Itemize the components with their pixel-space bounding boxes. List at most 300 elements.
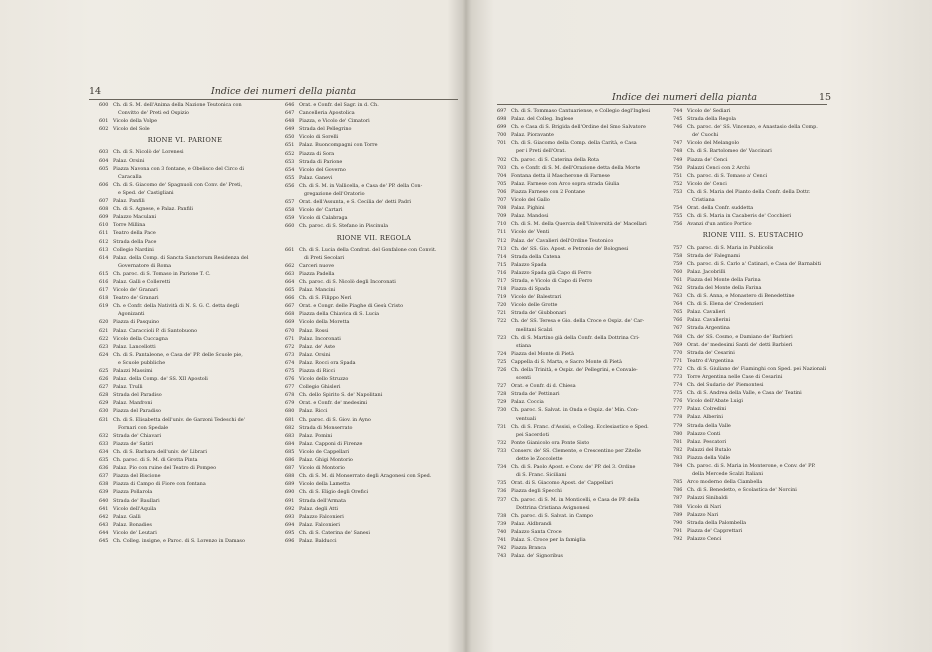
index-entry <box>99 157 271 165</box>
entry-text: Palaz. Colredini <box>687 406 727 413</box>
entry-number: 735 <box>497 480 507 487</box>
entry-number: 612 <box>99 238 109 245</box>
index-entry <box>285 133 463 141</box>
entry-text: Ch. di S. Filippo Neri <box>299 295 352 302</box>
entry-text: Ch. di S. Martino già della Confr. della Dottrina Cri- <box>511 334 640 341</box>
entry-text: Palaz. Mandosi <box>511 213 549 220</box>
entry-text: Ch. di S. Franc. d'Assisi, e Colleg. Ecclesiastico e Sped. <box>511 423 649 430</box>
entry-text: Strada di Monserrato <box>299 424 353 431</box>
entry-text: Palaz. Ghigi Montorio <box>299 457 353 464</box>
entry-text: Ch. Colleg. insigne, e Paroc. di S. Lorenzo in Damaso <box>113 537 245 544</box>
entry-number: 785 <box>673 479 683 486</box>
entry-text: Piazza de' Cenci <box>687 156 728 163</box>
index-entry <box>497 285 675 293</box>
entry-text: Palazzi del Butalo <box>687 446 732 453</box>
entry-text: Teatro de' Granari <box>113 295 159 302</box>
entry-number: 631 <box>99 416 109 423</box>
entry-text: Strada de' Giubbonari <box>511 310 566 317</box>
entry-text: Palaz. Pioravante <box>511 132 554 139</box>
index-entry <box>285 166 463 174</box>
index-entry <box>673 511 833 519</box>
entry-number: 673 <box>285 351 295 358</box>
entry-text: gregazione dell'Oratorio <box>304 191 365 198</box>
entry-text: Ch. paroc. di S. Caterina della Rota <box>511 156 599 163</box>
index-entry <box>673 220 833 228</box>
index-entry <box>673 446 833 454</box>
entry-text: Palaz. de' Cavalieri dell'Ordine Teutonico <box>511 237 614 244</box>
index-entry <box>99 513 271 521</box>
index-entry <box>99 407 271 415</box>
entry-number: 770 <box>673 349 683 356</box>
page-number: 15 <box>819 92 832 103</box>
entry-number: 651 <box>285 142 295 149</box>
index-entry <box>99 302 271 310</box>
index-entry <box>497 479 675 487</box>
entry-text: Palazzo Falconieri <box>299 513 344 520</box>
entry-number: 730 <box>497 407 507 414</box>
index-entry-continuation <box>99 424 271 432</box>
entry-text: Ch. paroc. di S. Nicolò degli Incoronati <box>299 278 396 285</box>
index-entry <box>285 270 463 278</box>
index-entry <box>673 115 833 123</box>
entry-number: 644 <box>99 529 109 536</box>
index-entry <box>285 262 463 270</box>
index-entry <box>285 278 463 286</box>
entry-number: 767 <box>673 325 683 332</box>
entry-number: 769 <box>673 341 683 348</box>
entry-text: Orat. di S. Giacomo Apost. de' Cappellari <box>511 480 613 487</box>
entry-text: Vicolo de' Granari <box>113 287 158 294</box>
entry-text: Strada de' Pettinari <box>511 391 560 398</box>
entry-number: 694 <box>285 521 295 528</box>
index-entry <box>285 472 463 480</box>
index-entry <box>673 454 833 462</box>
entry-text: Vicolo del Gallo <box>511 197 550 204</box>
entry-text: Piazza de' Satiri <box>113 440 154 447</box>
entry-text: Palaz. Manfroni <box>113 400 153 407</box>
entry-text: e Scuole pubbliche <box>118 359 166 366</box>
entry-text: Palaz. Pighini <box>511 205 545 212</box>
index-entry <box>99 181 271 189</box>
entry-text: Palaz. Lancellotti <box>113 343 156 350</box>
index-entry <box>285 513 463 521</box>
index-entry <box>99 318 271 326</box>
running-head: Indice dei numeri della pianta <box>211 86 357 97</box>
index-entry <box>285 141 463 149</box>
index-entry <box>673 300 833 308</box>
index-entry <box>497 366 675 374</box>
entry-number: 737 <box>497 496 507 503</box>
entry-text: Ch. e Confr. di S. M. dell'Orazione detta della Morte <box>511 164 641 171</box>
entry-number: 779 <box>673 422 683 429</box>
entry-number: 768 <box>673 333 683 340</box>
index-entry <box>497 228 675 236</box>
entry-text: Piazza Navona con 3 fontane, e Obelisco del Circo di <box>113 165 244 172</box>
entry-number: 600 <box>99 102 109 108</box>
entry-number: 677 <box>285 384 295 391</box>
entry-text: Ponte Gianicolo ora Ponte Sisto <box>511 439 590 446</box>
entry-text: Piazza di Spada <box>511 286 551 293</box>
entry-number: 637 <box>99 473 109 480</box>
entry-text: Palaz. della Comp. di Sancta Sanctorum Residenza del <box>113 254 249 261</box>
page-number: 14 <box>89 86 102 97</box>
entry-text: Vicolo de' Balestrari <box>511 294 562 301</box>
index-entry <box>99 391 271 399</box>
right-page-header <box>819 92 831 103</box>
entry-number: 647 <box>285 110 295 117</box>
index-entry <box>673 527 833 535</box>
left-page <box>0 0 465 652</box>
index-entry <box>497 277 675 285</box>
index-entry <box>285 537 463 545</box>
index-entry <box>497 212 675 220</box>
index-entry <box>497 317 675 325</box>
entry-number: 638 <box>99 481 109 488</box>
index-entry <box>497 237 675 245</box>
index-entry <box>497 334 675 342</box>
index-entry <box>497 552 675 560</box>
entry-text: Palaz. Ricci <box>299 408 328 415</box>
index-entry <box>99 117 271 125</box>
entry-text: Ch. paroc. di S. Maria in Publicolis <box>687 244 774 251</box>
entry-number: 624 <box>99 351 109 358</box>
entry-number: 703 <box>497 164 507 171</box>
entry-number: 739 <box>497 520 507 527</box>
index-entry <box>673 365 833 373</box>
index-entry <box>285 351 463 359</box>
index-entry <box>673 292 833 300</box>
entry-text: Ch. di S. Agnese, e Palaz. Panfili <box>113 206 193 213</box>
entry-text: Vicolo della Moretta <box>299 319 350 326</box>
entry-text: Ch. paroc. di S. M. di Grotta Pinta <box>113 457 198 464</box>
entry-number: 659 <box>285 215 295 222</box>
entry-number: 613 <box>99 246 109 253</box>
entry-number: 602 <box>99 126 109 133</box>
entry-text: Ch. di S. M. della Quercia dell'Università de' Macellari <box>511 221 647 228</box>
entry-number: 720 <box>497 302 507 309</box>
entry-number: 650 <box>285 134 295 141</box>
entry-number: 709 <box>497 213 507 220</box>
entry-text: Vicolo dell'Aquila <box>113 505 157 512</box>
index-entry <box>99 367 271 375</box>
entry-number: 771 <box>673 357 683 364</box>
entry-number: 786 <box>673 487 683 494</box>
index-entry-continuation <box>285 190 463 198</box>
entry-text: Strada de' Chiavari <box>113 432 162 439</box>
entry-text: Palaz. Orsini <box>299 351 331 358</box>
entry-text: Piazza Pollarola <box>113 489 153 496</box>
entry-number: 732 <box>497 439 507 446</box>
entry-text: Palaz. Jacobrilli <box>687 268 726 275</box>
index-entry <box>99 416 271 424</box>
entry-text: Ch. di S. Anna, e Monastero di Benedettine <box>687 293 795 300</box>
index-entry <box>99 238 271 246</box>
entry-number: 663 <box>285 270 295 277</box>
entry-text: Orat. de' medesimi Santi de' detti Barbieri <box>687 341 793 348</box>
entry-number: 652 <box>285 150 295 157</box>
entry-number: 715 <box>497 261 507 268</box>
index-entry <box>673 204 833 212</box>
entry-text: Piazza degli Specchi <box>511 488 562 495</box>
entry-text: Palaz. Bonadies <box>113 521 152 528</box>
entry-number: 678 <box>285 392 295 399</box>
entry-text: Vicolo del Melangolo <box>687 140 740 147</box>
entry-number: 710 <box>497 221 507 228</box>
entry-text: Teatro d'Argentina <box>687 357 734 364</box>
index-entry-continuation <box>673 470 833 478</box>
entry-text: Orat. e Confr. di d. Chiesa <box>511 383 576 390</box>
entry-number: 792 <box>673 535 683 542</box>
index-entry <box>497 487 675 495</box>
entry-number: 639 <box>99 489 109 496</box>
entry-text: Palazzo Nari <box>687 511 719 518</box>
entry-text: Ch. paroc. S. Salvat. in Onda e Ospiz. de' Min. Con- <box>511 407 639 414</box>
entry-text: Ch. di S. Tommaso Cantuariense, e Collegio degl'Inglesi <box>511 108 651 114</box>
entry-number: 761 <box>673 276 683 283</box>
index-entry <box>99 399 271 407</box>
entry-text: Ch. paroc. de' SS. Vincenzo, e Anastasio della Comp. <box>687 124 818 131</box>
entry-number: 700 <box>497 132 507 139</box>
entry-text: Palaz. Farnese con Arco sopra strada Giulia <box>511 180 620 187</box>
index-entry <box>99 448 271 456</box>
entry-number: 738 <box>497 512 507 519</box>
entry-number: 775 <box>673 390 683 397</box>
entry-number: 696 <box>285 537 295 544</box>
index-entry <box>99 472 271 480</box>
index-entry <box>673 252 833 260</box>
left-page-header <box>89 86 101 97</box>
entry-number: 692 <box>285 505 295 512</box>
entry-text: Strada della Palombella <box>687 519 746 526</box>
index-entry <box>497 164 675 172</box>
entry-text: pei Sacerdoti <box>516 431 549 438</box>
entry-text: Piazza de' Capprettari <box>687 527 743 534</box>
entry-number: 758 <box>673 252 683 259</box>
running-head: Indice dei numeri della pianta <box>612 92 758 103</box>
index-entry <box>285 174 463 182</box>
index-entry <box>285 391 463 399</box>
index-entry <box>285 529 463 537</box>
index-entry <box>285 367 463 375</box>
entry-text: Piazza della Valle <box>687 454 731 461</box>
entry-number: 726 <box>497 367 507 373</box>
entry-text: Piazza del Biscione <box>113 473 161 480</box>
index-entry-continuation <box>497 374 675 382</box>
entry-text: Piazza Padella <box>299 270 335 277</box>
entry-text: Palaz. Pomini <box>299 432 333 439</box>
index-entry <box>99 464 271 472</box>
entry-number: 787 <box>673 495 683 502</box>
entry-text: Strada della Pace <box>113 238 157 245</box>
entry-text: Ch. paroc. di S. Stefano in Piscinula <box>299 223 389 230</box>
entry-text: Ch. dello Spirito S. de' Napolitani <box>299 392 383 399</box>
index-entry-continuation <box>497 415 675 423</box>
entry-text: e Sped. de' Castigliani <box>118 189 174 196</box>
index-entry <box>285 286 463 294</box>
index-entry <box>99 294 271 302</box>
entry-number: 640 <box>99 497 109 504</box>
entry-text: Palaz. Pio con ruine del Teatro di Pompeo <box>113 465 217 472</box>
entry-text: Vicolo della Cuccagna <box>113 335 168 342</box>
index-entry-continuation <box>497 471 675 479</box>
entry-number: 628 <box>99 392 109 399</box>
entry-text: Palazzi Sinibaldi <box>687 495 728 502</box>
entry-text: Cancelleria Apostolica <box>299 110 355 117</box>
entry-text: Palaz. Cavalieri <box>687 309 726 316</box>
entry-text: Ch. di S. Bartolomeo de' Vaccinari <box>687 148 772 155</box>
entry-number: 607 <box>99 198 109 205</box>
entry-text: Ch. del Sudario de' Piemontesi <box>687 382 764 389</box>
index-entry-continuation <box>673 131 833 139</box>
index-entry <box>285 399 463 407</box>
index-entry <box>285 222 463 230</box>
entry-text: Palazzo Spada <box>511 261 547 268</box>
entry-number: 722 <box>497 318 507 325</box>
entry-number: 668 <box>285 311 295 318</box>
entry-text: Palaz. Mancini <box>299 287 336 294</box>
entry-number: 672 <box>285 343 295 350</box>
index-entry <box>497 123 675 131</box>
entry-number: 604 <box>99 157 109 164</box>
index-entry-continuation <box>99 359 271 367</box>
entry-number: 662 <box>285 262 295 269</box>
entry-text: Piazza della Chiavica di S. Lucia <box>299 311 380 318</box>
entry-text: Vicolo di Calabraga <box>299 215 348 222</box>
entry-number: 648 <box>285 118 295 125</box>
index-entry <box>99 229 271 237</box>
entry-text: Strada, e Vicolo di Capo di Ferro <box>511 277 593 284</box>
entry-number: 717 <box>497 277 507 284</box>
index-entry <box>285 117 463 125</box>
entry-number: 618 <box>99 295 109 302</box>
entry-number: 634 <box>99 448 109 455</box>
entry-text: Dottrina Cristiana Avignonesi <box>516 504 590 511</box>
index-entry <box>99 505 271 513</box>
entry-text: Strada del Pellegrino <box>299 126 352 133</box>
index-entry <box>497 172 675 180</box>
entry-number: 728 <box>497 391 507 398</box>
index-entry <box>673 373 833 381</box>
entry-text: Palaz. Pescatori <box>687 438 727 445</box>
index-entry <box>285 359 463 367</box>
header-rule <box>497 104 827 105</box>
index-entry <box>673 284 833 292</box>
index-entry <box>673 260 833 268</box>
entry-text: Ch. della Trinità, e Ospiz. de' Pellegrini, e Convale- <box>511 367 638 373</box>
index-entry <box>99 125 271 133</box>
entry-text: Palaz. Panfili <box>113 198 145 205</box>
entry-number: 791 <box>673 527 683 534</box>
entry-text: Strada del Monte della Farina <box>687 284 762 291</box>
entry-text: Orat. dell'Assunta, e S. Cecilia de' detti Padri <box>299 199 411 206</box>
entry-text: Palazzo Cenci <box>687 535 722 542</box>
index-entry <box>285 214 463 222</box>
entry-number: 614 <box>99 254 109 261</box>
entry-number: 664 <box>285 278 295 285</box>
index-entry <box>285 407 463 415</box>
entry-number: 729 <box>497 399 507 406</box>
entry-number: 745 <box>673 116 683 123</box>
entry-text: Piazza di Ricci <box>299 368 335 374</box>
index-column-left-2 <box>285 101 463 545</box>
index-entry <box>285 101 463 109</box>
index-entry <box>285 125 463 133</box>
index-entry <box>285 497 463 505</box>
entry-text: Palaz. Trulli <box>113 384 143 391</box>
entry-number: 687 <box>285 465 295 472</box>
entry-number: 788 <box>673 503 683 510</box>
entry-text: Ch. di S. Giacomo della Comp. della Carità, e Casa <box>511 140 637 147</box>
index-entry <box>99 101 271 109</box>
index-entry-continuation <box>99 262 271 270</box>
rione-heading: RIONE VI. PARIONE <box>147 136 223 145</box>
entry-text: Ch. di S. M. dell'Anima della Nazione Teutonica con <box>113 102 242 108</box>
entry-number: 625 <box>99 368 109 374</box>
entry-number: 645 <box>99 537 109 544</box>
entry-number: 665 <box>285 287 295 294</box>
entry-text: Agonizanti <box>118 311 145 318</box>
entry-text: Ch. paroc. di S. Salvat. in Campo <box>511 512 593 519</box>
entry-number: 707 <box>497 197 507 204</box>
entry-number: 733 <box>497 447 507 454</box>
entry-text: melitani Scalzi <box>516 326 553 333</box>
index-entry <box>285 294 463 302</box>
index-entry <box>99 440 271 448</box>
index-entry <box>99 383 271 391</box>
entry-number: 658 <box>285 207 295 214</box>
entry-number: 695 <box>285 529 295 536</box>
entry-number: 714 <box>497 253 507 260</box>
index-entry <box>673 503 833 511</box>
entry-text: Ch. di S. Giacomo de' Spagnuoli con Conv. de' Preti, <box>113 181 243 188</box>
index-entry <box>673 276 833 284</box>
index-entry <box>285 182 463 190</box>
index-entry <box>673 438 833 446</box>
entry-text: Palaz. Rocci ora Spada <box>299 359 356 366</box>
entry-number: 627 <box>99 384 109 391</box>
entry-text: Piazza di Pasquino <box>113 319 160 326</box>
entry-number: 601 <box>99 118 109 125</box>
index-entry <box>497 245 675 253</box>
entry-number: 610 <box>99 222 109 229</box>
index-entry <box>99 480 271 488</box>
entry-text: Piazza di Sora <box>299 150 335 157</box>
entry-text: Vicolo dello Struzzo <box>299 376 349 383</box>
entry-text: Palaz. Galli <box>113 513 141 520</box>
index-entry <box>99 213 271 221</box>
index-entry <box>673 164 833 172</box>
index-entry <box>497 423 675 431</box>
entry-text: Carceri nuove <box>299 262 334 269</box>
index-entry <box>285 416 463 424</box>
entry-text: Cappella di S. Marta, e Sacro Monte di Pietà <box>511 358 622 365</box>
entry-number: 690 <box>285 489 295 496</box>
entry-text: Cristiana <box>692 197 715 204</box>
index-entry <box>285 383 463 391</box>
index-entry-continuation <box>99 109 271 117</box>
entry-number: 674 <box>285 359 295 366</box>
entry-number: 646 <box>285 102 295 108</box>
index-column-right-2 <box>673 107 833 543</box>
index-entry <box>99 221 271 229</box>
entry-text: Palaz. Coccia <box>511 399 544 406</box>
entry-text: stiana <box>516 342 532 349</box>
entry-text: Ch. di S. Maria del Pianto della Confr. della Dottr. <box>687 188 811 195</box>
entry-text: dette le Zoccolette <box>516 456 563 463</box>
entry-number: 751 <box>673 172 683 179</box>
index-entry <box>497 261 675 269</box>
index-entry <box>285 432 463 440</box>
